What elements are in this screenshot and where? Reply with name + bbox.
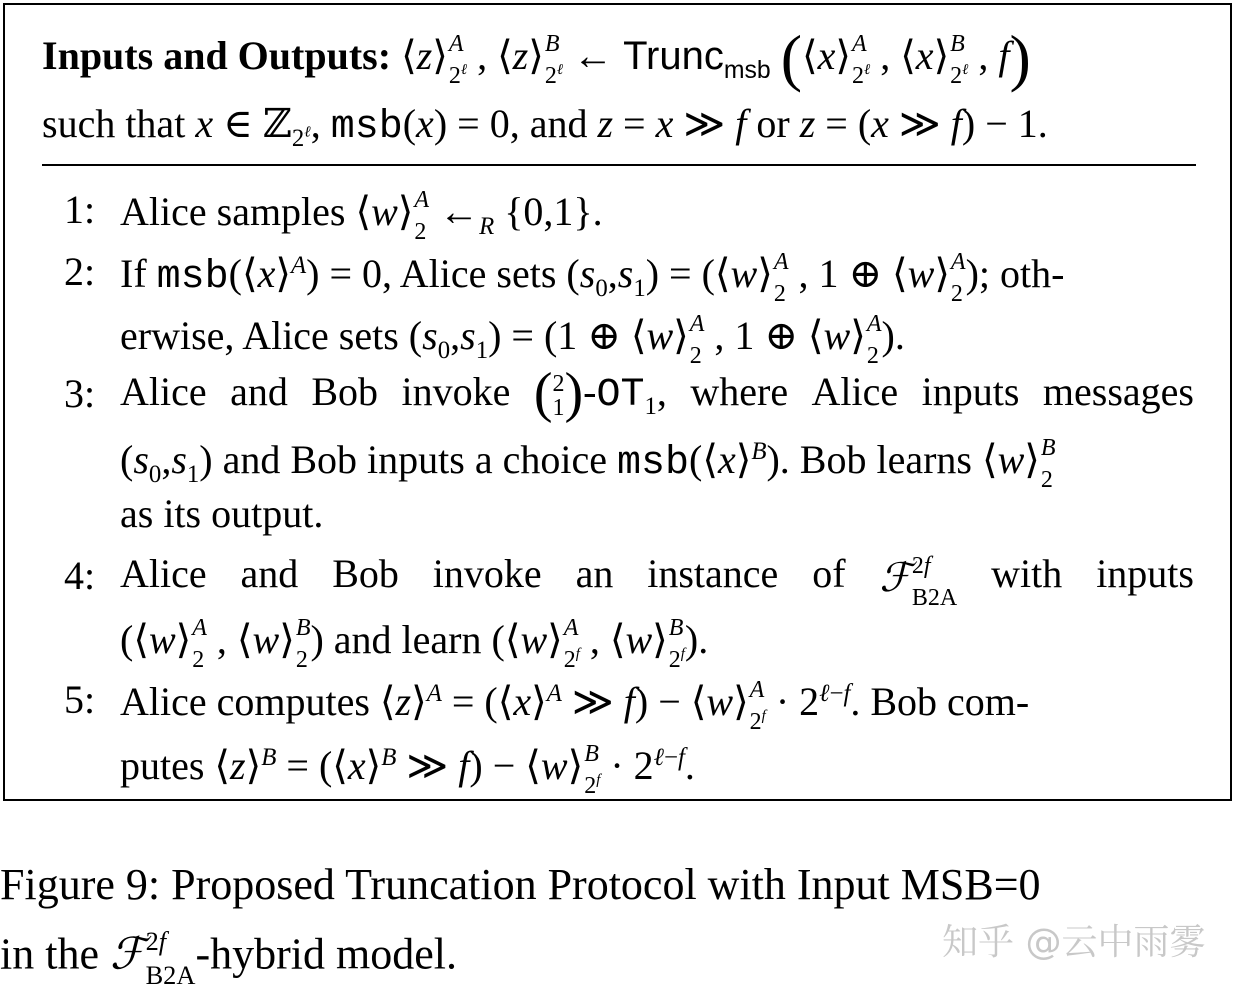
step-1-line-1: Alice samples ⟨w⟩ A 2 $\leftarrow_R$ {0,1}. xyxy=(120,187,603,245)
io-arrow: ← xyxy=(573,33,614,79)
io-header xyxy=(42,22,1031,94)
figure-caption-line-1: Figure 9: Proposed Truncation Protocol with Input MSB=0 xyxy=(0,860,1041,909)
step-4-line-2: (⟨w⟩ A 2 , ⟨w⟩ B 2 ) and learn (⟨w⟩ A 2$^f$ , ⟨w⟩ B 2$^f$ ). xyxy=(120,615,709,673)
step-number-2: 2: xyxy=(64,249,96,294)
step-3-line-2: $(s_0,s_1)$ and Bob inputs a choice msb(⟨x⟩$^B$). Bob learns ⟨w⟩ B 2 xyxy=(120,435,1056,493)
step-number-1: 1: xyxy=(64,187,96,232)
step-4-line-1: Alice and Bob invoke an instance of ℱ 2f B2A with inputs xyxy=(120,551,1194,611)
step-number-3: 3: xyxy=(64,371,96,416)
step-2-line-2: erwise, Alice sets $(s_0,s_1) = (1$ ⊕ ⟨w⟩ A 2 , 1 ⊕ ⟨w⟩ A 2 ). xyxy=(120,311,905,369)
step-3-line-1: Alice and Bob invoke ( 2 1 )$-OT_1$, where Alice inputs messages xyxy=(120,362,1194,425)
io-inputs: (⟨x⟩ A $2^\ell$ , ⟨x⟩ B $2^\ell$ , f) xyxy=(780,22,1031,94)
io-outputs: ⟨z⟩ A $2^\ell$ , ⟨z⟩ B $2^\ell$ xyxy=(401,31,564,89)
header-rule xyxy=(42,164,1196,166)
watermark: 知乎 @云中雨雾 xyxy=(942,922,1206,963)
io-label: Inputs and Outputs: xyxy=(42,33,392,79)
figure-caption-line-2: in the ℱ 2f B2A -hybrid model. xyxy=(0,926,457,990)
trunc-func: Trunc$_{msb}$ xyxy=(623,34,771,85)
step-number-4: 4: xyxy=(64,553,96,598)
step-5-line-2: putes ⟨z⟩$^B$ = (⟨x⟩$^B$ ≫ f) − ⟨w⟩ B 2$^f$ · $2^{\ell-f}$. xyxy=(120,741,695,799)
step-3-line-3: as its output. xyxy=(120,491,324,536)
io-condition: such that x ∈ ℤ$_{2^\ell}$, msb(x) = 0, and z = x ≫ f or z = (x ≫ f) − 1. xyxy=(42,101,1048,152)
step-2-line-1: If msb(⟨x⟩$^A$) = 0, Alice sets $(s_0,s_1)$ = (⟨w⟩ A 2 , 1 ⊕ ⟨w⟩ A 2 ); oth- xyxy=(120,249,1065,307)
step-number-5: 5: xyxy=(64,677,96,722)
step-5-line-1: Alice computes ⟨z⟩$^A$ = (⟨x⟩$^A$ ≫ f) − ⟨w⟩ A 2$^f$ · $2^{\ell-f}$. Bob com- xyxy=(120,677,1030,735)
